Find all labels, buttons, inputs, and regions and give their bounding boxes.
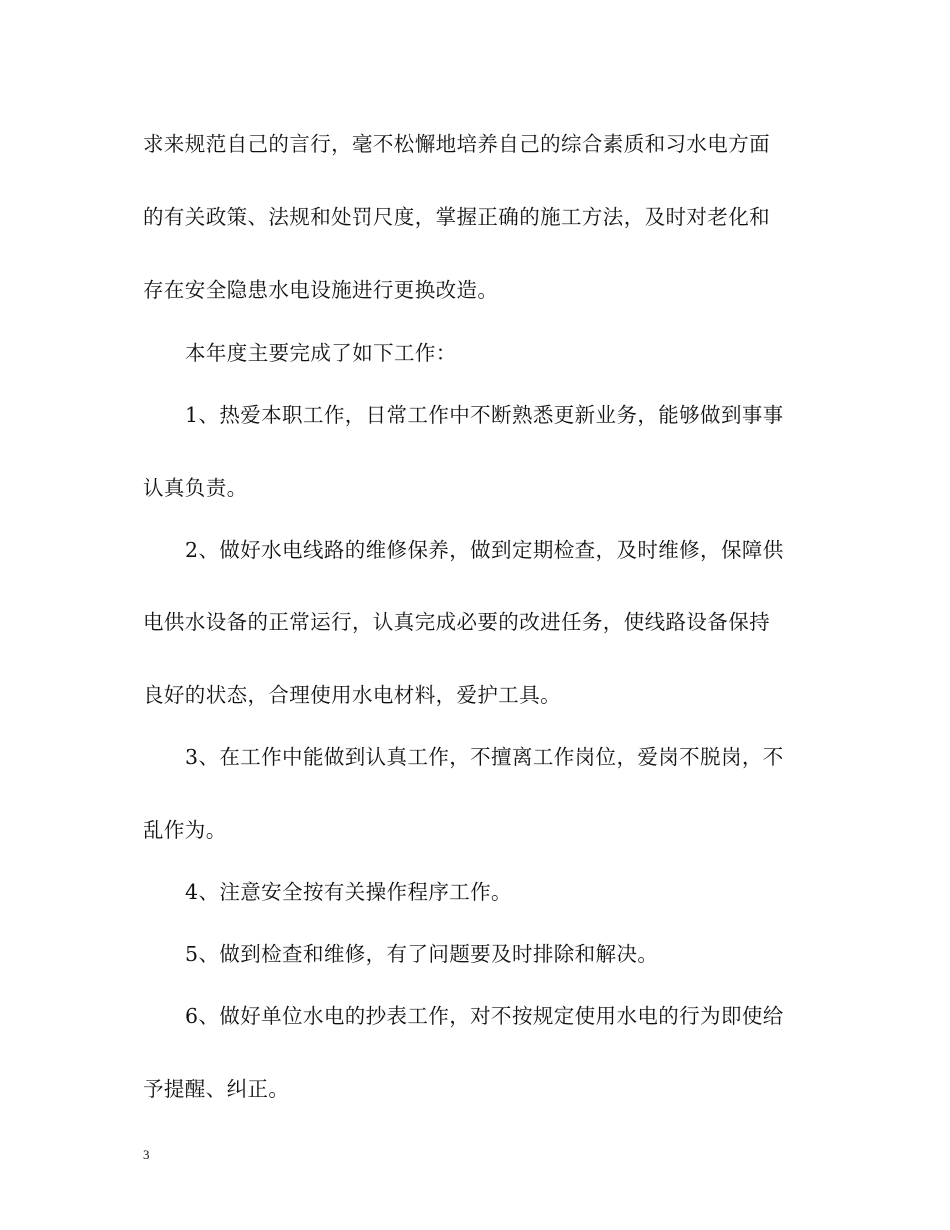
list-item-1: 1、热爱本职工作，日常工作中不断熟悉更新业务，能够做到事事 bbox=[185, 403, 784, 427]
text-line: 良好的状态，合理使用水电材料，爱护工具。 bbox=[143, 683, 561, 707]
text-line: 认真负责。 bbox=[143, 476, 248, 500]
page-number: 3 bbox=[143, 1147, 150, 1162]
text-line: 电供水设备的正常运行，认真完成必要的改进任务，使线路设备保持 bbox=[143, 610, 770, 634]
text-line: 乱作为。 bbox=[143, 818, 227, 842]
list-item-5: 5、做到检查和维修，有了问题要及时排除和解决。 bbox=[185, 942, 659, 966]
list-item-6: 6、做好单位水电的抄表工作，对不按规定使用水电的行为即使给 bbox=[185, 1004, 784, 1028]
list-item-3: 3、在工作中能做到认真工作，不擅离工作岗位，爱岗不脱岗，不 bbox=[185, 745, 784, 769]
list-item-2: 2、做好水电线路的维修保养，做到定期检查，及时维修，保障供 bbox=[185, 538, 784, 562]
text-line: 求来规范自己的言行，毫不松懈地培养自己的综合素质和习水电方面 bbox=[143, 132, 770, 156]
paragraph-heading: 本年度主要完成了如下工作： bbox=[185, 341, 457, 365]
text-line: 予提醒、纠正。 bbox=[143, 1077, 290, 1101]
list-item-4: 4、注意安全按有关操作程序工作。 bbox=[185, 880, 512, 904]
text-line: 存在安全隐患水电设施进行更换改造。 bbox=[143, 278, 499, 302]
text-line: 的有关政策、法规和处罚尺度，掌握正确的施工方法，及时对老化和 bbox=[143, 205, 770, 229]
